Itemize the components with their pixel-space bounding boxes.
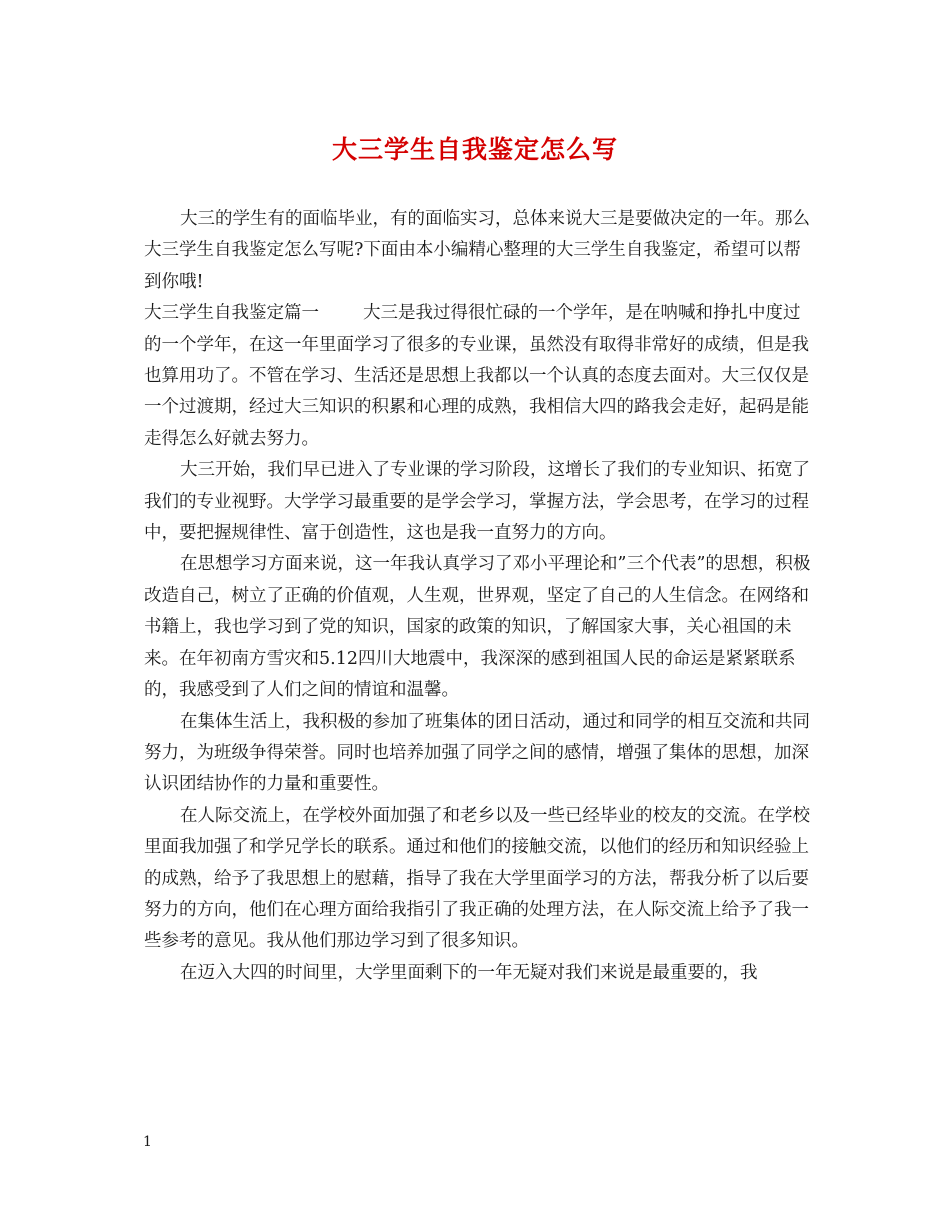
section-heading: 大三学生自我鉴定篇一 [144, 303, 319, 324]
body-paragraph: 在人际交流上，在学校外面加强了和老乡以及一些已经毕业的校友的交流。在学校里面我加强了和学兄学长的联系。通过和他们的接触交流，以他们的经历和知识经验上的成熟，给予了我思想上的慰藉，指导了我在大学里面学习的方法，帮我分析了以后要努力的方向，他们在心理方面给我指引了我正确的处理方法，在人际交流上给予了我一些参考的意见。我从他们那边学习到了很多知识。 [144, 805, 810, 952]
page-number: 1 [143, 1134, 152, 1150]
body-paragraph: 在思想学习方面来说，这一年我认真学习了邓小平理论和”三个代表”的思想，积极改造自己，树立了正确的价值观，人生观，世界观，坚定了自己的人生信念。在网络和书籍上，我也学习到了党的知识，国家的政策的知识，了解国家大事，关心祖国的未来。在年初南方雪灾和5.12四川大地震中，我深深的感到祖国人民的命运是紧紧联系的，我感受到了人们之间的情谊和温馨。 [144, 554, 811, 701]
body-paragraph: 在迈入大四的时间里，大学里面剩下的一年无疑对我们来说是最重要的，我 [180, 962, 758, 983]
document-body [144, 204, 812, 989]
section-paragraph [144, 298, 812, 455]
body-paragraph: 大三开始，我们早已进入了专业课的学习阶段，这增长了我们的专业知识、拓宽了我们的专业视野。大学学习最重要的是学会学习，掌握方法，学会思考，在学习的过程中，要把握规律性、富于创造性，这也是我一直努力的方向。 [144, 460, 810, 544]
intro-paragraph: 大三的学生有的面临毕业，有的面临实习，总体来说大三是要做决定的一年。那么大三学生自我鉴定怎么写呢?下面由本小编精心整理的大三学生自我鉴定，希望可以帮到你哦! [144, 209, 810, 292]
section-first-paragraph: 大三是我过得很忙碌的一个学年，是在呐喊和挣扎中度过的一个学年，在这一年里面学习了很多的专业课，虽然没有取得非常好的成绩，但是我也算用功了。不管在学习、生活还是思想上我都以一个认真的态度去面对。大三仅仅是一个过渡期，经过大三知识的积累和心理的成熟，我相信大四的路我会走好，起码是能走得怎么好就去努力。 [144, 303, 809, 449]
body-paragraph: 在集体生活上，我积极的参加了班集体的团日活动，通过和同学的相互交流和共同努力，为班级争得荣誉。同时也培养加强了同学之间的感情，增强了集体的思想，加深认识团结协作的力量和重要性。 [144, 711, 810, 795]
document-title: 大三学生自我鉴定怎么写 [331, 135, 618, 164]
